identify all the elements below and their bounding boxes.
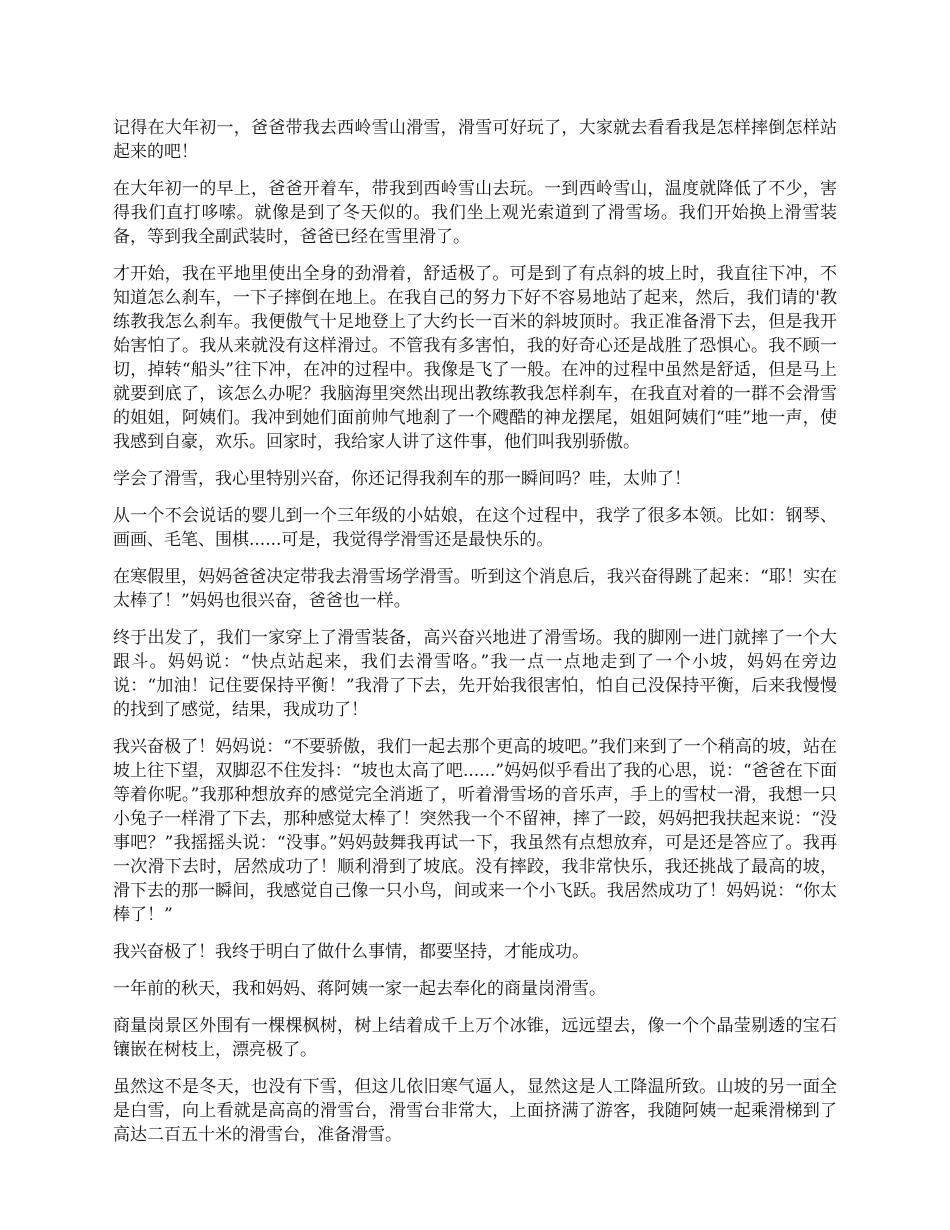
paragraph-7: 终于出发了，我们一家穿上了滑雪装备，高兴奋兴地进了滑雪场。我的脚刚一进门就摔了一个大跟斗。妈妈说：“快点站起来，我们去滑雪咯。”我一点一点地走到了一个小坡，妈妈在旁边说：“加油！记住要保持平衡！”我滑了下去，先开始我很害怕，怕自己没保持平衡，后来我慢慢的找到了感觉，结果，我成功了！ [113, 628, 837, 720]
paragraph-4: 学会了滑雪，我心里特别兴奋，你还记得我刹车的那一瞬间吗？哇，太帅了！ [113, 469, 691, 489]
paragraph-3: 才开始，我在平地里使出全身的劲滑着，舒适极了。可是到了有点斜的坡上时，我直往下冲，不知道怎么刹车，一下子摔倒在地上。在我自己的努力下好不容易地站了起来，然后，我们请的'教练教我怎么刹车。我便傲气十足地登上了大约长一百米的斜坡顶时。我正准备滑下去，但是我开始害怕了。我从来就没有这样滑过。不管我有多害怕，我的好奇心还是战胜了恐惧心。我不顾一切，掉转“船头”往下冲，在冲的过程中。我像是飞了一般。在冲的过程中虽然是舒适，但是马上就要到底了，该怎么办呢？我脑海里突然出现出教练教我怎样刹车，在我直对着的一群不会滑雪的姐姐，阿姨们。我冲到她们面前帅气地刹了一个飕酷的神龙摆尾，姐姐阿姨们“哇”地一声，使我感到自豪，欢乐。回家时，我给家人讲了这件事，他们叫我别骄傲。 [113, 264, 837, 452]
paragraph-2: 在大年初一的早上，爸爸开着车，带我到西岭雪山去玩。一到西岭雪山，温度就降低了不少，害得我们直打哆嗦。就像是到了冬天似的。我们坐上观光索道到了滑雪场。我们开始换上滑雪装备，等到我全副武装时，爸爸已经在雪里滑了。 [113, 179, 837, 247]
document-body [113, 116, 837, 1160]
paragraph-12: 虽然这不是冬天，也没有下雪，但这儿依旧寒气逼人，显然这是人工降温所致。山坡的另一面全是白雪，向上看就是高高的滑雪台，滑雪台非常大，上面挤满了游客，我随阿姨一起乘滑梯到了高达二百五十米的滑雪台，准备滑雪。 [113, 1077, 837, 1145]
paragraph-11: 商量岗景区外围有一棵棵枫树，树上结着成千上万个冰锥，远远望去，像一个个晶莹剔透的宝石镶嵌在树枝上，漂亮极了。 [113, 1016, 837, 1060]
paragraph-5: 从一个不会说话的婴儿到一个三年级的小姑娘，在这个过程中，我学了很多本领。比如：钢琴、画画、毛笔、围棋......可是，我觉得学滑雪还是最快乐的。 [113, 506, 837, 550]
paragraph-8: 我兴奋极了！妈妈说：“不要骄傲，我们一起去那个更高的坡吧。”我们来到了一个稍高的坡，站在坡上往下望，双脚忍不住发抖：“坡也太高了吧......”妈妈似乎看出了我的心思，说：“爸爸在下面等着你呢。”我那种想放弃的感觉完全消逝了，听着滑雪场的音乐声，手上的雪杖一滑，我想一只小兔子一样滑了下去，那种感觉太棒了！突然我一个不留神，摔了一跤，妈妈把我扶起来说：“没事吧？”我摇摇头说：“没事。”妈妈鼓舞我再试一下，我虽然有点想放弃，可是还是答应了。我再一次滑下去时，居然成功了！顺利滑到了坡底。没有摔跤，我非常快乐，我还挑战了最高的坡，滑下去的那一瞬间，我感觉自己像一只小鸟，间或来一个小飞跃。我居然成功了！妈妈说：“你太棒了！” [113, 737, 837, 925]
paragraph-6: 在寒假里，妈妈爸爸决定带我去滑雪场学滑雪。听到这个消息后，我兴奋得跳了起来：“耶！实在太棒了！”妈妈也很兴奋，爸爸也一样。 [113, 567, 837, 611]
paragraph-1: 记得在大年初一，爸爸带我去西岭雪山滑雪，滑雪可好玩了，大家就去看看我是怎样摔倒怎样站起来的吧！ [113, 118, 837, 162]
paragraph-9: 我兴奋极了！我终于明白了做什么事情，都要坚持，才能成功。 [113, 942, 589, 962]
paragraph-10: 一年前的秋天，我和妈妈、蒋阿姨一家一起去奉化的商量岗滑雪。 [113, 979, 606, 999]
